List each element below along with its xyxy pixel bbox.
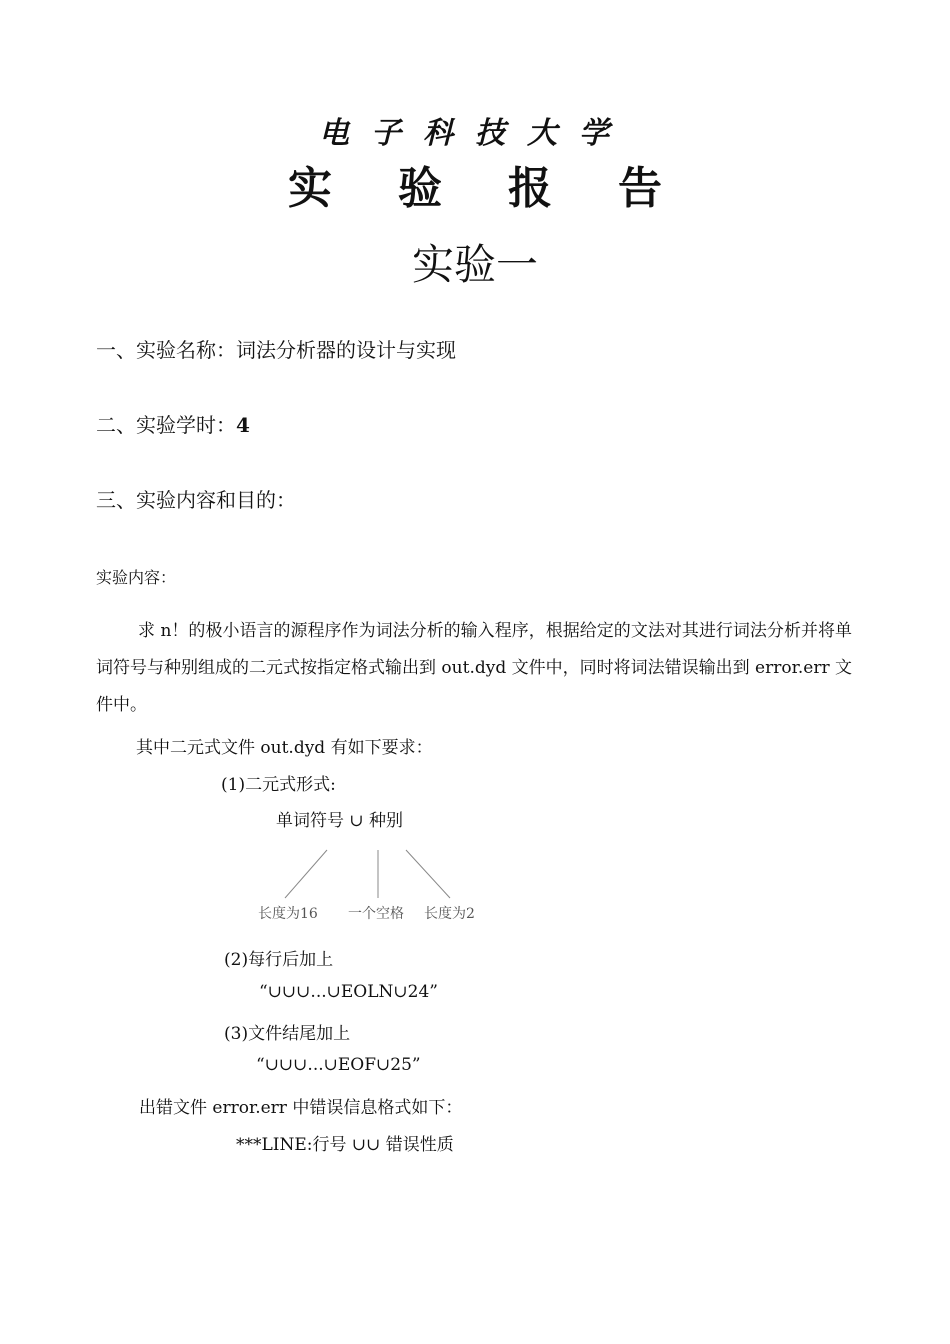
content-paragraph: [96, 613, 852, 724]
item-1-format: 单词符号 ∪ 种别: [276, 811, 404, 831]
diagram-label-length2: 长度为2: [424, 906, 475, 922]
section-2-label: 二、实验学时：: [96, 413, 236, 437]
error-format: ***LINE:行号 ∪∪ 错误性质: [236, 1135, 454, 1155]
diagram-label-space: 一个空格: [348, 906, 404, 922]
experiment-number: 实验一: [411, 240, 538, 289]
requirement-intro: 其中二元式文件 out.dyd 有如下要求：: [136, 738, 433, 758]
diagram-line-left: [285, 850, 327, 898]
section-2-value: 4: [236, 413, 250, 437]
item-3-format: “∪∪∪...∪EOF∪25”: [256, 1055, 421, 1075]
item-1-title: (1)二元式形式:: [221, 775, 336, 795]
content-subtitle: 实验内容：: [96, 568, 177, 587]
format-diagram: [240, 840, 500, 930]
error-intro: 出错文件 error.err 中错误信息格式如下：: [139, 1098, 463, 1118]
section-experiment-name: [96, 334, 456, 363]
content-paragraph-text: 求 n！的极小语言的源程序作为词法分析的输入程序，根据给定的文法对其进行词法分析并将单词符号与种别组成的二元式按指定格式输出到 out.dyd 文件中，同时将词法错误输出到 error.err 文件中。: [96, 621, 852, 715]
school-name: 电子科技大学: [319, 116, 631, 151]
section-experiment-hours: [96, 409, 250, 438]
item-2-title: (2)每行后加上: [224, 950, 334, 970]
report-title: 实验报告: [288, 163, 728, 214]
section-content-purpose: 三、实验内容和目的：: [96, 488, 296, 512]
diagram-label-length16: 长度为16: [258, 906, 318, 922]
section-1-value: 词法分析器的设计与实现: [236, 338, 456, 362]
diagram-line-right: [406, 850, 450, 898]
item-3-title: (3)文件结尾加上: [224, 1024, 351, 1044]
item-2-format: “∪∪∪...∪EOLN∪24”: [259, 982, 438, 1002]
section-1-label: 一、实验名称：: [96, 338, 236, 362]
